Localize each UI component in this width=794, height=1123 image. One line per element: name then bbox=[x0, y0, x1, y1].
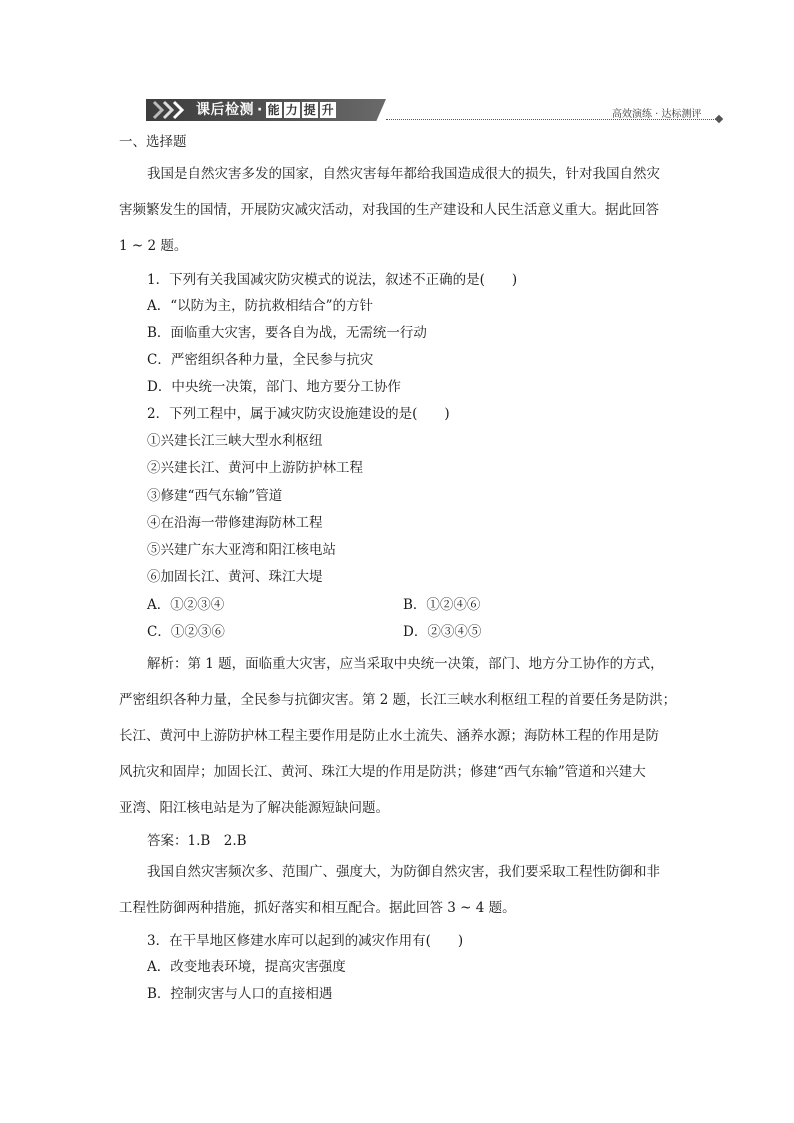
banner-title bbox=[196, 99, 338, 121]
analysis-line2: 严密组织各种力量，全民参与抗御灾害。第 2 题，长江三峡水利枢纽工程的首要任务是防洪； bbox=[119, 692, 677, 708]
q3-stem: 3．在干旱地区修建水库可以起到的减灾作用有( ) bbox=[147, 933, 464, 949]
q2-option-b: B．①②④⑥ bbox=[403, 597, 481, 613]
q1-option-c: C．严密组织各种力量，全民参与抗灾 bbox=[147, 352, 374, 368]
q1-stem: 1．下列有关我国减灾防灾模式的说法，叙述不正确的是( ) bbox=[147, 272, 518, 288]
section-title: 一、选择题 bbox=[119, 134, 187, 150]
banner-char-1: 能 bbox=[267, 103, 281, 117]
q2-item-4: ④在沿海一带修建海防林工程 bbox=[147, 515, 323, 531]
q2-item-2: ②兴建长江、黄河中上游防护林工程 bbox=[147, 460, 363, 476]
banner-dot: · bbox=[257, 102, 263, 118]
q1-option-b: B．面临重大灾害，要各自为战，无需统一行动 bbox=[147, 325, 427, 341]
analysis-line5: 亚湾、阳江核电站是为了解决能源短缺问题。 bbox=[119, 800, 389, 816]
intro1-line1: 我国是自然灾害多发的国家，自然灾害每年都给我国造成很大的损失，针对我国自然灾 bbox=[147, 166, 660, 182]
banner-char-2: 力 bbox=[285, 103, 299, 117]
banner-char-3: 提 bbox=[303, 103, 317, 117]
intro2-line1: 我国自然灾害频次多、范围广、强度大，为防御自然灾害，我们要采取工程性防御和非 bbox=[147, 864, 660, 880]
q2-item-1: ①兴建长江三峡大型水利枢纽 bbox=[147, 433, 323, 449]
q2-option-d: D．②③④⑤ bbox=[403, 624, 482, 640]
q2-stem: 2．下列工程中，属于减灾防灾设施建设的是( ) bbox=[147, 406, 450, 422]
answer-line: 答案：1.B 2.B bbox=[147, 833, 247, 849]
divider-end-diamond bbox=[715, 115, 723, 123]
section-banner bbox=[146, 99, 386, 121]
q2-item-5: ⑤兴建广东大亚湾和阳江核电站 bbox=[147, 542, 336, 558]
intro2-line2: 工程性防御两种措施，抓好落实和相互配合。据此回答 3 ~ 4 题。 bbox=[119, 900, 516, 916]
intro1-line2: 害频繁发生的国情，开展防灾减灾活动，对我国的生产建设和人民生活意义重大。据此回答 bbox=[119, 202, 659, 218]
analysis-line4: 风抗灾和固岸；加固长江、黄河、珠江大堤的作用是防洪；修建“西气东输”管道和兴建大 bbox=[119, 764, 646, 780]
q2-item-3: ③修建“西气东输”管道 bbox=[147, 488, 283, 504]
q3-option-a: A．改变地表环境，提高灾害强度 bbox=[147, 959, 346, 975]
analysis-line3: 长江、黄河中上游防护林工程主要作用是防止水土流失、涵养水源；海防林工程的作用是防 bbox=[119, 728, 659, 744]
q3-option-b: B．控制灾害与人口的直接相遇 bbox=[147, 986, 333, 1002]
banner-title-part1: 课后检测 bbox=[196, 102, 254, 118]
q1-option-a: A．“以防为主，防抗救相结合”的方针 bbox=[147, 298, 374, 314]
q2-option-a: A．①②③④ bbox=[147, 597, 225, 613]
banner-char-4: 升 bbox=[321, 103, 335, 117]
intro1-line3: 1 ~ 2 题。 bbox=[119, 238, 188, 254]
chevron-arrows-icon bbox=[150, 100, 190, 120]
header-right-label: 高效演练 · 达标测评 bbox=[612, 109, 702, 120]
q2-item-6: ⑥加固长江、黄河、珠江大堤 bbox=[147, 569, 323, 585]
q2-option-c: C．①②③⑥ bbox=[147, 624, 225, 640]
analysis-line1: 解析：第 1 题，面临重大灾害，应当采取中央统一决策，部门、地方分工协作的方式， bbox=[147, 656, 664, 672]
q1-option-d: D．中央统一决策，部门、地方要分工协作 bbox=[147, 379, 401, 395]
